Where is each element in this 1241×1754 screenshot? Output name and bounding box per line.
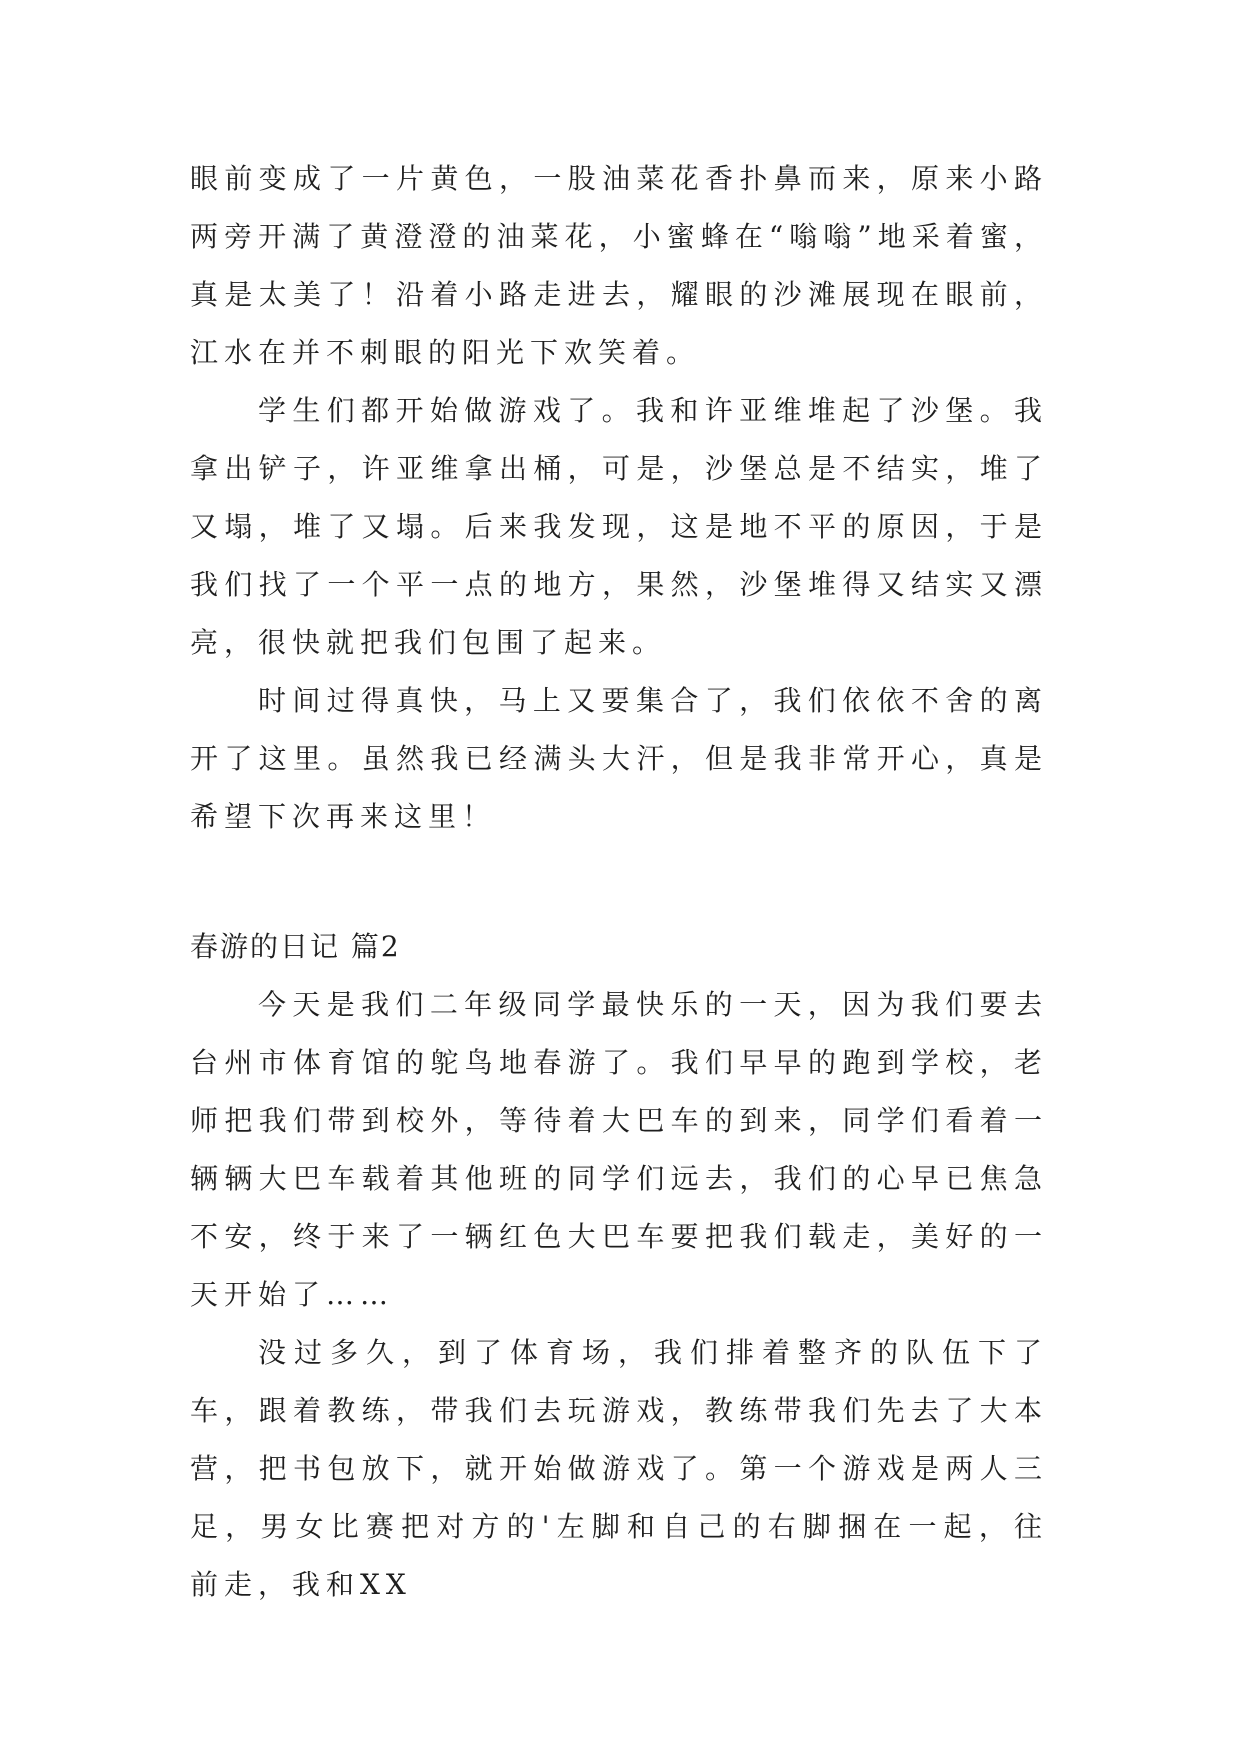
section-1-body (190, 150, 1048, 846)
paragraph-2: 学生们都开始做游戏了。我和许亚维堆起了沙堡。我拿出铲子，许亚维拿出桶，可是，沙堡总是不结实，堆了又塌，堆了又塌。后来我发现，这是地不平的原因，于是我们找了一个平一点的地方，果然，沙堡堆得又结实又漂亮，很快就把我们包围了起来。 (190, 394, 1048, 659)
section-2-heading: 春游的日记 篇2 (190, 930, 401, 963)
paragraph-3: 时间过得真快，马上又要集合了，我们依依不舍的离开了这里。虽然我已经满头大汗，但是我非常开心，真是希望下次再来这里！ (190, 684, 1048, 833)
section-2-body (190, 976, 1048, 1614)
paragraph-1: 眼前变成了一片黄色，一股油菜花香扑鼻而来，原来小路两旁开满了黄澄澄的油菜花，小蜜蜂在“嗡嗡”地采着蜜，真是太美了！沿着小路走进去，耀眼的沙滩展现在眼前，江水在并不刺眼的阳光下欢笑着。 (190, 162, 1048, 369)
paragraph-5: 没过多久，到了体育场，我们排着整齐的队伍下了车，跟着教练，带我们去玩游戏，教练带我们先去了大本营，把书包放下，就开始做游戏了。第一个游戏是两人三足，男女比赛把对方的'左脚和自己的右脚捆在一起，往前走，我和XX (190, 1336, 1048, 1601)
paragraph-4: 今天是我们二年级同学最快乐的一天，因为我们要去台州市体育馆的鸵鸟地春游了。我们早早的跑到学校，老师把我们带到校外，等待着大巴车的到来，同学们看着一辆辆大巴车载着其他班的同学们远去，我们的心早已焦急不安，终于来了一辆红色大巴车要把我们载走，美好的一天开始了…… (190, 988, 1048, 1311)
